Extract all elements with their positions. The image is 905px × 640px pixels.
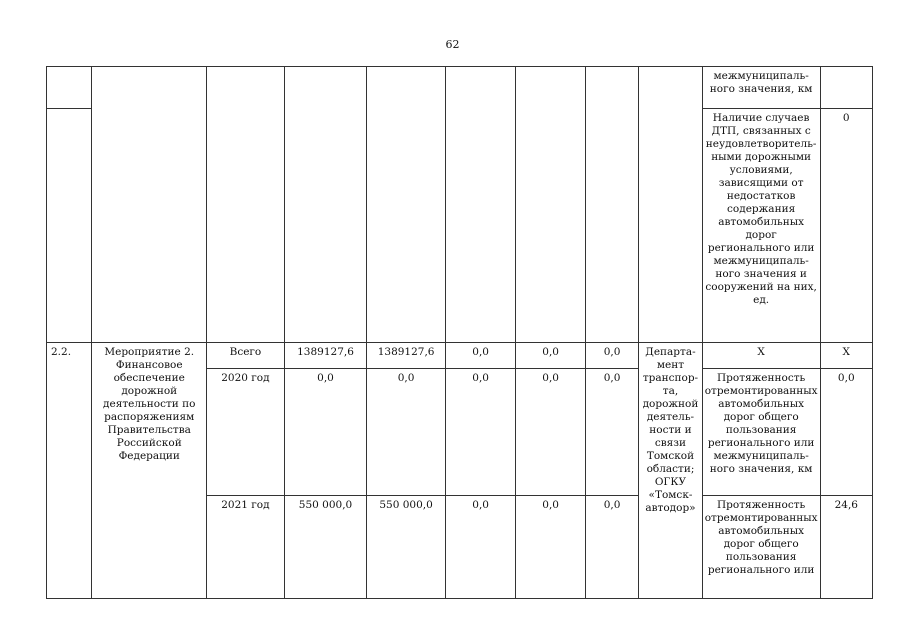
table-row (47, 343, 873, 369)
value-cell: 24,6 (820, 496, 872, 599)
page-number: 62 (445, 38, 460, 51)
amount-cell: 550 000,0 (284, 496, 367, 599)
year-label: 2020 год (207, 369, 285, 496)
cell-empty (47, 109, 92, 343)
row-number: 2.2. (47, 343, 92, 599)
value-cell: 0,0 (820, 369, 872, 496)
value-cell: Х (820, 343, 872, 369)
executor-cell: Департа-мент транспор-та, дорожной деятель-ности и связи Томской области; ОГКУ «Томск-автодор» (639, 343, 702, 599)
table-row (47, 67, 873, 109)
year-label: 2021 год (207, 496, 285, 599)
amount-cell: 0,0 (585, 496, 638, 599)
cell-empty (516, 67, 586, 343)
amount-cell: 0,0 (516, 343, 586, 369)
cell-empty (820, 67, 872, 109)
cell-empty (92, 67, 207, 343)
amount-cell: 0,0 (585, 343, 638, 369)
cell-empty (585, 67, 638, 343)
cell-empty (445, 67, 516, 343)
amount-cell: 0,0 (284, 369, 367, 496)
amount-cell: 0,0 (445, 369, 516, 496)
indicator-cell: Х (702, 343, 820, 369)
amount-cell: 1389127,6 (367, 343, 446, 369)
amount-cell: 0,0 (367, 369, 446, 496)
year-label: Всего (207, 343, 285, 369)
indicator-cell: Протяженность отремонтированных автомобильных дорог общего пользования регионального или (702, 496, 820, 599)
measure-name: Мероприятие 2. Финансовое обеспечение дорожной деятельности по распоряжениям Правительства Российской Федерации (92, 343, 207, 599)
amount-cell: 1389127,6 (284, 343, 367, 369)
amount-cell: 0,0 (516, 369, 586, 496)
cell-empty (639, 67, 702, 343)
amount-cell: 550 000,0 (367, 496, 446, 599)
indicator-cell: Протяженность отремонтированных автомобильных дорог общего пользования регионального или межмуниципаль-ного значения, км (702, 369, 820, 496)
indicator-cell: Наличие случаев ДТП, связанных с неудовлетворитель-ными дорожными условиями, зависящими от недостатков содержания автомобильных дорог регионального или межмуниципаль-ного значения и сооружений на них, ед. (702, 109, 820, 343)
cell-empty (207, 67, 285, 343)
amount-cell: 0,0 (516, 496, 586, 599)
cell-empty (284, 67, 367, 343)
cell-empty (367, 67, 446, 343)
indicator-cell: межмуниципаль-ного значения, км (702, 67, 820, 109)
program-table (46, 66, 873, 599)
amount-cell: 0,0 (585, 369, 638, 496)
cell-empty (47, 67, 92, 109)
amount-cell: 0,0 (445, 343, 516, 369)
amount-cell: 0,0 (445, 496, 516, 599)
value-cell: 0 (820, 109, 872, 343)
